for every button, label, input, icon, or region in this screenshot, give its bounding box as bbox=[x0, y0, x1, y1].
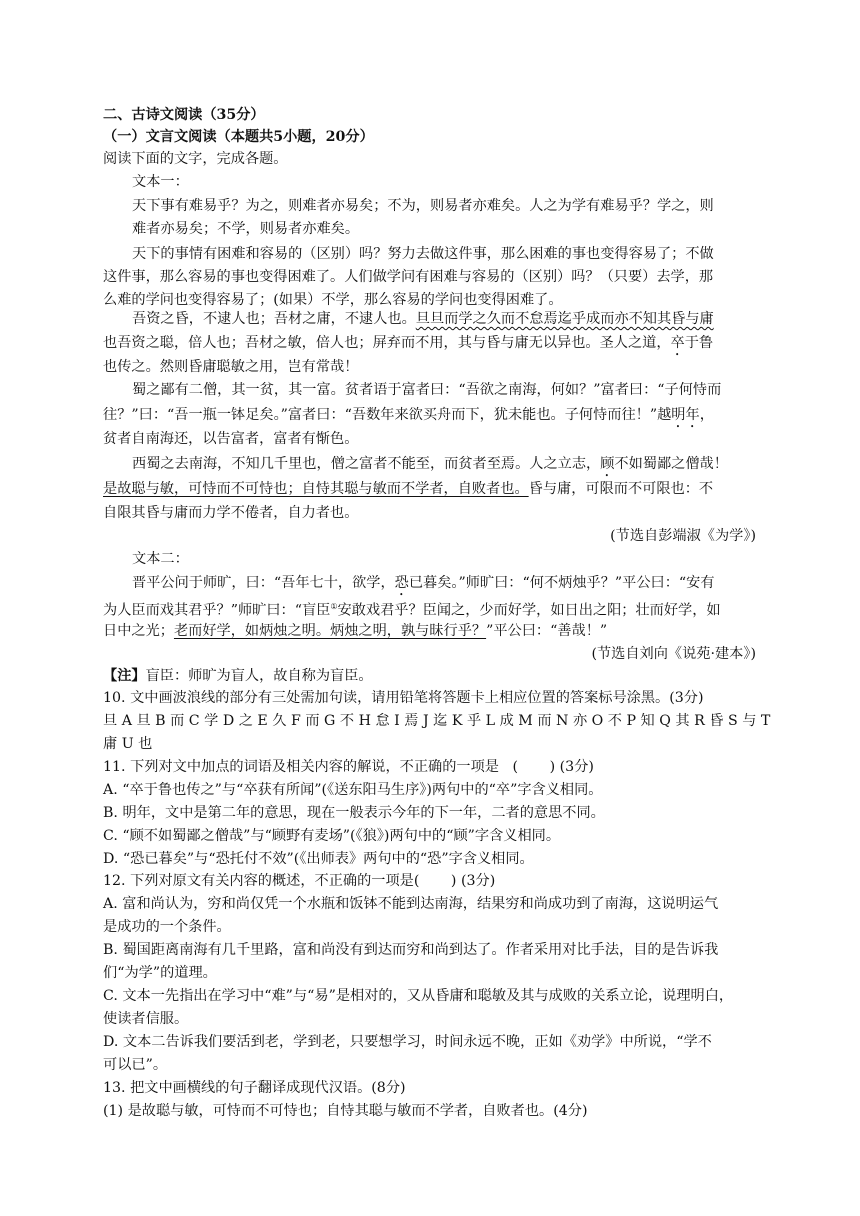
note-text: 盲臣：师旷为盲人，故自称为盲臣。 bbox=[145, 668, 373, 684]
q11-option-c: C. “顾不如蜀鄙之僧哉”与“顾野有麦场”(《狼》)两句中的“顾”字含义相同。 bbox=[103, 828, 561, 844]
q12-option-b-line1: B. 蜀国距离南海有几千里路，富和尚没有到达而穷和尚到达了。作者采用对比手法，目的是告诉我 bbox=[103, 942, 719, 958]
footnote-marker: ① bbox=[330, 602, 338, 611]
text2-text: 安敢戏君乎？臣闻之，少而好学，如日出之阳；壮而好学，如 bbox=[337, 602, 721, 619]
p4-line2 bbox=[103, 406, 714, 431]
text2-line3 bbox=[103, 622, 607, 640]
text2-text: 日中之光； bbox=[103, 623, 174, 639]
dotted-word: 明年 bbox=[671, 407, 700, 423]
text2-text: 为人臣而戏其君乎？”师旷曰：“盲臣 bbox=[103, 602, 331, 619]
q12-option-d-line1: D. 文本二告诉我们要活到老，学到老，只要想学习，时间永远不晚，正如《劝学》中所说，“学不 bbox=[103, 1034, 712, 1050]
dotted-word: 卒 bbox=[670, 335, 685, 351]
p4-text: 往？”曰：“吾一瓶一钵足矣。”富者曰：“吾数年来欲买舟而下，犹未能也。子何恃而往！”越 bbox=[103, 407, 672, 423]
q11-stem: 11. 下列对文中加点的词语及相关内容的解说，不正确的一项是 ( ) (3分) bbox=[103, 759, 594, 775]
text2-line2 bbox=[103, 598, 721, 620]
text2-line1 bbox=[132, 574, 715, 599]
p3-text: 于鲁 bbox=[684, 335, 714, 351]
q12-option-b-line2: 们“为学”的道理。 bbox=[103, 965, 217, 981]
p1-line1: 天下事有难易乎？为之，则难者亦易矣；不为，则易者亦难矣。人之为学有难易乎？学之，则 bbox=[132, 198, 714, 214]
dotted-word: 顾 bbox=[600, 456, 615, 472]
q12-option-a-line2: 是成功的一个条件。 bbox=[103, 919, 231, 935]
p3-text: 也吾资之聪，倍人也；吾材之敏，倍人也；屏弃而不用，其与昏与庸无以异也。圣人之道， bbox=[103, 335, 671, 351]
q12-option-c-line2: 使读者信服。 bbox=[103, 1011, 189, 1027]
wavy-line-segment: 旦旦而学之久而不怠焉迄乎成而亦不知其昏与庸 bbox=[415, 311, 714, 327]
text2-text: 已暮矣。”师旷曰：“何不炳烛乎？”平公曰：“安有 bbox=[408, 575, 715, 591]
p2-line3: 么难的学问也变得容易了；(如果）不学，那么容易的学问也变得困难了。 bbox=[103, 292, 563, 308]
note-label: 【注】 bbox=[103, 668, 146, 684]
p5-text: 不如蜀鄙之僧哉！ bbox=[614, 456, 728, 472]
p5-text: 西蜀之去南海，不知几千里也，僧之富者不能至，而贫者至焉。人之立志， bbox=[132, 456, 601, 472]
p5-text: 昏与庸，可限而不可限也：不 bbox=[528, 481, 714, 497]
q11-option-b: B. 明年，文中是第二年的意思，现在一般表示今年的下一年，二者的意思不同。 bbox=[103, 805, 605, 821]
p5-line1 bbox=[132, 455, 728, 480]
underlined-sentence: 老而好学，如炳烛之明。炳烛之明，孰与昧行乎？ bbox=[173, 623, 487, 639]
p4-line3: 贫者自南海还，以告富者，富者有惭色。 bbox=[103, 431, 359, 447]
text2-text: ”平公曰：“善哉！” bbox=[486, 623, 608, 639]
p4-text: ， bbox=[699, 407, 714, 423]
text1-label: 文本一： bbox=[132, 174, 189, 190]
q10-stem: 10. 文中画波浪线的部分有三处需加句读，请用铅笔将答题卡上相应位置的答案标号涂黑。(3分) bbox=[103, 690, 704, 706]
section-title: 二、古诗文阅读（35分） bbox=[103, 107, 265, 123]
q10-options-line2: 庸 U 也 bbox=[103, 736, 153, 752]
subsection-title: （一）文言文阅读（本题共5小题，20分） bbox=[103, 129, 374, 145]
q12-option-c-line1: C. 文本一先指出在学习中“难”与“易”是相对的，又从昏庸和聪敏及其与成败的关系立论，说理明白， bbox=[103, 988, 734, 1004]
p3-text: 吾资之昏，不逮人也；吾材之庸，不逮人也。 bbox=[132, 311, 416, 327]
q13-stem: 13. 把文中画横线的句子翻译成现代汉语。(8分) bbox=[103, 1080, 406, 1096]
q11-option-d: D. “恐已暮矣”与“恐托付不效”(《出师表》两句中的“恐”字含义相同。 bbox=[103, 851, 534, 867]
q12-stem: 12. 下列对原文有关内容的概述，不正确的一项是( ) (3分) bbox=[103, 873, 496, 889]
p4-line1: 蜀之鄙有二僧，其一贫，其一富。贫者语于富者曰：“吾欲之南海，何如？”富者曰：“子何恃而 bbox=[132, 382, 722, 398]
instruction: 阅读下面的文字，完成各题。 bbox=[103, 151, 288, 167]
q10-options-line1: 旦 A 旦 B 而 C 学 D 之 E 久 F 而 G 不 H 怠 I 焉 J 迄 K 乎 L 成 M 而 N 亦 O 不 P 知 Q 其 R 昏 S 与 T bbox=[103, 713, 771, 729]
q12-option-a-line1: A. 富和尚认为，穷和尚仅凭一个水瓶和饭钵不能到达南海，结果穷和尚成功到了南海，这说明运气 bbox=[103, 896, 719, 912]
text2-label: 文本二： bbox=[132, 551, 189, 567]
source-2: (节选自刘向《说苑·建本》) bbox=[591, 646, 756, 662]
p3-line3: 也传之。然则昏庸聪敏之用，岂有常哉！ bbox=[103, 359, 359, 375]
p2-line1: 天下的事情有困难和容易的（区别）吗？努力去做这件事，那么困难的事也变得容易了；不做 bbox=[132, 246, 714, 262]
dotted-word: 恐 bbox=[394, 575, 409, 591]
p5-line3: 自限其昏与庸而力学不倦者，自力者也。 bbox=[103, 505, 359, 521]
text2-text: 晋平公问于师旷，曰：“吾年七十，欲学， bbox=[132, 575, 395, 591]
note bbox=[103, 667, 373, 685]
q12-option-d-line2: 可以已”。 bbox=[103, 1057, 168, 1073]
q13-sub1: (1) 是故聪与敏，可恃而不可恃也；自恃其聪与敏而不学者，自败者也。(4分) bbox=[103, 1103, 588, 1119]
p2-line2: 这件事，那么容易的事也变得困难了。人们做学问有困难与容易的（区别）吗？（只要）去学，那 bbox=[103, 269, 714, 285]
p1-line2: 难者亦易矣；不学，则易者亦难矣。 bbox=[132, 221, 360, 237]
source-1: (节选自彭端淑《为学》) bbox=[610, 528, 756, 544]
q11-option-a: A. “卒于鲁也传之”与“卒获有所闻”(《送东阳马生序》)两句中的“卒”字含义相同。 bbox=[103, 782, 603, 798]
p5-line2 bbox=[103, 480, 713, 498]
p3-line2 bbox=[103, 334, 713, 359]
underlined-sentence: 是故聪与敏，可恃而不可恃也；自恃其聪与敏而不学者，自败者也。 bbox=[103, 481, 529, 497]
p3-line1 bbox=[132, 310, 714, 328]
